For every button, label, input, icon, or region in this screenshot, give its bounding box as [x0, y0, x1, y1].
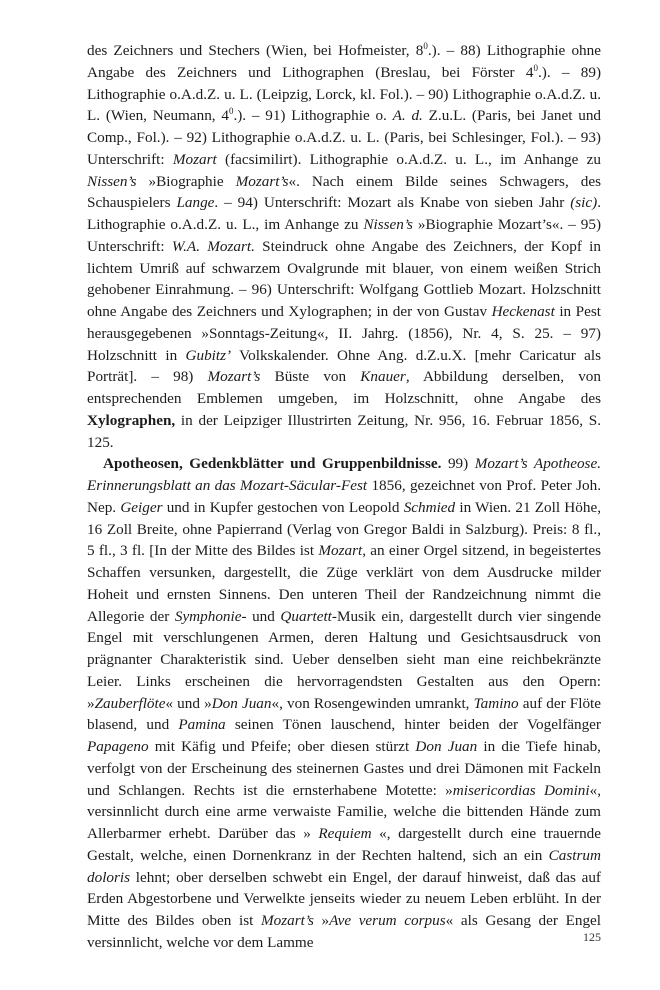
italic-text: Symphonie [174, 607, 242, 625]
italic-text: Mozart’s [261, 912, 314, 929]
italic-text: misericordias Domini [452, 781, 590, 799]
text-run: in die Tiefe hinab, verfolgt von der Erscheinung des steinernen Gastes und drei Dämonen mit Fackeln und Schlangen. Rechts ist die ernsterhabene Motette: » [87, 738, 601, 799]
text-run: seinen Tönen lauschend, hinter beiden der Vogelfänger [225, 716, 601, 734]
italic-text: Nissen’s [363, 216, 413, 233]
italic-text: Quartett [280, 607, 332, 625]
italic-text: Don Juan [415, 738, 478, 755]
text-run: « als Gesang der Engel versinnlicht, welche vor dem Lamme [87, 912, 602, 951]
bold-text: Xylographen, [87, 411, 176, 429]
italic-text: Geiger [120, 498, 163, 516]
italic-text: (sic) [570, 194, 598, 212]
text-run: .). – 88) Lithographie ohne Angabe des Zeichners und Lithographen (Breslau, bei Förster 4 [87, 42, 601, 81]
superscript: 0 [228, 106, 234, 117]
text-run: lehnt; ober derselben schwebt ein Engel, der darauf hinweist, daß das auf Erden Abgestorbene und Verwelkte jenseits wieder zu neuem Leben erblüht. In der Mitte des Bildes oben ist [87, 868, 601, 929]
page-body [87, 40, 601, 954]
text-run: und in Kupfer gestochen von Leopold [162, 498, 404, 516]
text-run: .). – 89) Lithographie o.A.d.Z. u. L. (Leipzig, Lorck, kl. Fol.). – 90) Lithographie o.A.d.Z. u. L. (Wien, Neumann, 4 [87, 63, 601, 125]
text-run: «. Nach einem Bilde seines Schwagers, des Schauspielers [87, 172, 601, 212]
italic-text: W.A. Mozart. [171, 237, 255, 255]
bold-text: Apotheosen, Gedenkblätter und Gruppenbildnisse. [103, 455, 442, 473]
italic-text: Zauberflöte [94, 694, 166, 712]
italic-text: Nissen’s [87, 172, 137, 190]
italic-text: Knauer [360, 368, 406, 386]
text-run: «, versinnlicht durch eine arme verwaiste Familie, welche die bittenden Hände zum Allerbarmer erhebt. Darüber das » [87, 781, 601, 842]
text-run: Steindruck ohne Angabe des Zeichners, der Kopf in lichtem Umriß auf schwarzem Ovalgrunde mit blauer, von einem weißen Strich gehobener Einrahmung. – 96) Unterschrift: Wolfgang Gottlieb Mozart. Holzschnitt ohne Angabe des Zeichners und Xylographen; in der von Gustav [87, 237, 601, 320]
italic-text: Schmied [403, 498, 456, 516]
text-run: « und » [165, 694, 212, 712]
superscript: 0 [423, 41, 428, 51]
text-run: .). – 91) Lithographie o. [233, 107, 393, 125]
text-run: auf der Flöte blasend, und [87, 694, 601, 734]
text-run: Z.u.L. (Paris, bei Janet und Comp., Fol.). – 92) Lithographie o.A.d.Z. u. L. (Paris, bei Schlesinger, Fol.). – 93) Unterschrift: [87, 107, 602, 168]
text-run: Volkskalender. Ohne Ang. d.Z.u.X. [mehr Caricatur als Porträt]. – 98) [87, 346, 601, 386]
italic-text: Lange [176, 194, 215, 212]
italic-text: Mozart’s Apotheose. Erinnerungsblatt an das Mozart-Säcular-Fest [87, 455, 601, 494]
italic-text: Mozart [172, 150, 217, 168]
text-run: , an einer Orgel sitzend, in begeistertes Schaffen versunken, dargestellt, die Züge verklärt von dem Ausdrucke milder Hoheit und ernsten Sinnens. Den unteren Theil der Randzeichnung nimmt die Allegorie der [87, 542, 602, 625]
text-run: . – 94) Unterschrift: Mozart als Knabe von sieben Jahr [214, 194, 571, 212]
text-run: 99) [441, 455, 475, 473]
italic-text: Requiem [318, 825, 372, 842]
italic-text: Mozart [318, 542, 363, 560]
text-run: -Musik ein, dargestellt durch vier singende Engel mit verschlungenen Armen, deren Haltung und Gesichtsausdruck von prägnanter Charakteristik sind. Ueber denselben sieht man eine reichbekränzte Leier. Links erscheinen die hervorragendsten Gestalten aus den Opern: » [87, 607, 602, 712]
text-run: «, dargestellt durch eine trauernde Gestalt, welche, einen Dornenkranz in der Rechten haltend, sich an ein [87, 825, 601, 864]
text-run: in Pest herausgegebenen »Sonntags-Zeitung«, II. Jahrg. (1856), Nr. 4, S. 25. – 97) Holzschnitt in [87, 303, 601, 364]
paragraph-catalog-continued [87, 40, 601, 453]
italic-text: Ave verum corpus [329, 912, 446, 929]
italic-text: Papageno [87, 738, 149, 755]
superscript: 0 [533, 62, 538, 73]
italic-text: Mozart’s [207, 368, 261, 386]
italic-text: A. d. [392, 107, 423, 125]
text-run: in der Leipziger Illustrirten Zeitung, Nr. 956, 16. Februar 1856, S. 125. [87, 411, 601, 451]
text-run: 1856, gezeichnet von Prof. Peter Joh. Nep. [87, 477, 601, 516]
italic-text: Castrum doloris [87, 846, 601, 886]
text-run: (facsimilirt). Lithographie o.A.d.Z. u. L., im Anhange zu [216, 150, 601, 168]
italic-text: Mozart’s [235, 172, 289, 190]
text-run: in Wien. 21 Zoll Höhe, 16 Zoll Breite, ohne Papierrand (Verlag von Gregor Baldi in Salzburg). Preis: 8 fl., 5 fl., 3 fl. [In der Mitte des Bildes ist [87, 498, 601, 560]
text-run: »Biographie [136, 172, 236, 190]
italic-text: Don Juan [211, 694, 272, 712]
text-run: »Biographie Mozart’s«. – 95) Unterschrift: [87, 216, 602, 255]
text-run: mit Käfig und Pfeife; ober diesen stürzt [148, 738, 416, 755]
italic-text: Pamina [178, 716, 226, 734]
italic-text: Gubitz’ [185, 346, 232, 364]
text-run: «, von Rosengewinden umrankt, [271, 694, 474, 712]
page-number: 125 [583, 930, 601, 944]
text-run: . Lithographie o.A.d.Z. u. L., im Anhange zu [87, 194, 602, 233]
text-run: - und [241, 607, 281, 625]
text-run: » [313, 912, 330, 929]
text-run: Büste von [260, 368, 361, 386]
italic-text: Heckenast [491, 303, 555, 320]
text-run: , Abbildung derselben, von entsprechenden Emblemen umgeben, im Holzschnitt, ohne Angabe des [87, 368, 601, 407]
paragraph-apotheosen [87, 453, 601, 953]
text-run: des Zeichners und Stechers (Wien, bei Hofmeister, 8 [87, 42, 424, 59]
italic-text: Tamino [473, 694, 519, 712]
